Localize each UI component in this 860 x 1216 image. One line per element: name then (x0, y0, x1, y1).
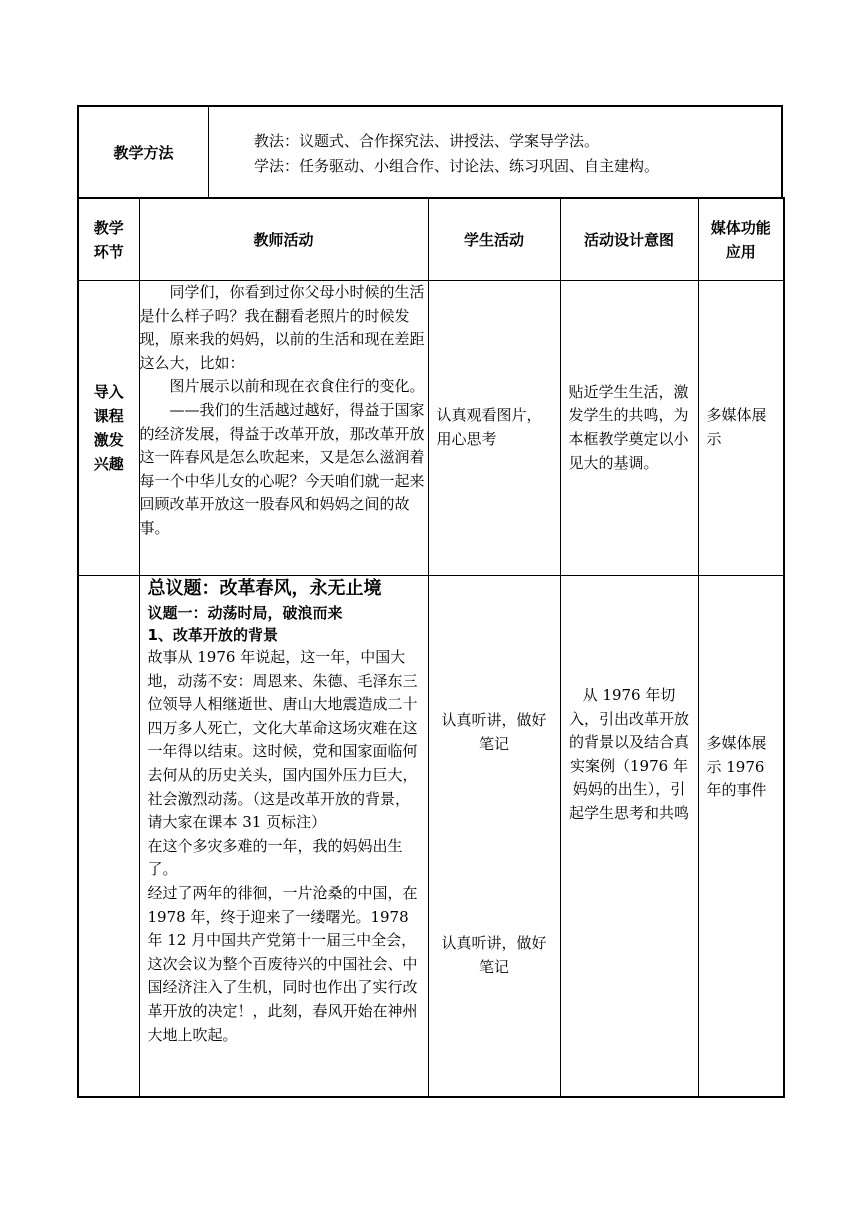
teacher-activity-cell (139, 576, 428, 1097)
header-section: 教学环节 (78, 198, 139, 281)
topic-one-heading: 议题一：动荡时局，破浪而来 (147, 604, 343, 622)
teacher-paragraph: 同学们，你看到过你父母小时候的生活是什么样子吗？我在翻看老照片的时候发现，原来我的妈妈，以前的生活和现在差距这么大，比如： (139, 283, 425, 372)
section-label: 导入课程激发兴趣 (93, 383, 124, 473)
student-activity-cell (428, 281, 560, 576)
teacher-paragraph: ——我们的生活越过越好，得益于国家的经济发展，得益于改革开放，那改革开放这一阵春风是怎么吹起来，又是怎么滋润着每一个中华儿女的心呢？今天咱们就一起来回顾改革开放这一股春风和妈妈之间的故事。 (139, 400, 425, 537)
table-row (78, 576, 784, 1097)
lesson-plan-table (77, 197, 785, 1098)
teacher-paragraph: 故事从 1976 年说起，这一年，中国大地，动荡不安：周恩来、朱德、毛泽东三位领导人相继逝世、唐山大地震造成二十四万多人死亡，文化大革命这场灾难在这一年得以结束。这时候，党和国家面临何去何从的历史关头，国内国外压力巨大，社会激烈动荡。（这是改革开放的背景，请大家在课本 31 页标注） (147, 648, 418, 832)
media-text: 多媒体展示 1976 年的事件 (706, 734, 767, 800)
media-cell (698, 576, 784, 1097)
teacher-paragraph: 在这个多灾多难的一年，我的妈妈出生了。 (147, 836, 403, 879)
header-teacher-activity: 教师活动 (139, 198, 428, 281)
student-activity-text: 认真听讲，做好笔记 (441, 934, 547, 976)
teacher-paragraph: 经过了两年的徘徊，一片沧桑的中国，在 1978 年，终于迎来了一缕曙光。1978 年 12 月中国共产党第十一届三中全会，这次会议为整个百废待兴的中国社会、中国经济注入了生机，同时也作出了实行改革开放的决定！，此刻，春风开始在神州大地上吹起。 (147, 883, 418, 1044)
teacher-paragraph: 图片展示以前和现在衣食住行的变化。 (169, 377, 425, 396)
teaching-methods: 教法：议题式、合作探究法、讲授法、学案导学法。 (254, 132, 600, 150)
student-activity-cell (428, 576, 560, 1097)
teaching-method-table (77, 105, 783, 197)
header-media: 媒体功能应用 (698, 198, 784, 281)
design-intent-cell (560, 281, 698, 576)
teacher-activity-cell (139, 281, 428, 576)
teaching-method-label: 教学方法 (79, 107, 209, 197)
table-header-row (78, 198, 784, 281)
design-intent-cell (560, 576, 698, 1097)
teaching-method-content (254, 129, 659, 179)
main-topic-heading: 总议题：改革春风，永无止境 (147, 578, 382, 599)
header-design-intent: 活动设计意图 (560, 198, 698, 281)
header-student-activity: 学生活动 (428, 198, 560, 281)
table-row (78, 281, 784, 576)
student-activity-text: 认真观看图片，用心思考 (436, 406, 542, 448)
section-cell (78, 281, 139, 576)
design-intent-text: 从 1976 年切入，引出改革开放的背景以及结合真实案例（1976 年妈妈的出生），引起学生思考和共鸣 (568, 686, 689, 822)
learning-methods: 学法：任务驱动、小组合作、讨论法、练习巩固、自主建构。 (254, 157, 660, 175)
subtopic-heading: 1、改革开放的背景 (147, 626, 278, 644)
section-cell (78, 576, 139, 1097)
design-intent-text: 贴近学生生活，激发学生的共鸣，为本框教学奠定以小见大的基调。 (568, 382, 689, 472)
student-activity-text: 认真听讲，做好笔记 (441, 711, 547, 753)
media-text: 多媒体展示 (706, 406, 767, 448)
media-cell (698, 281, 784, 576)
